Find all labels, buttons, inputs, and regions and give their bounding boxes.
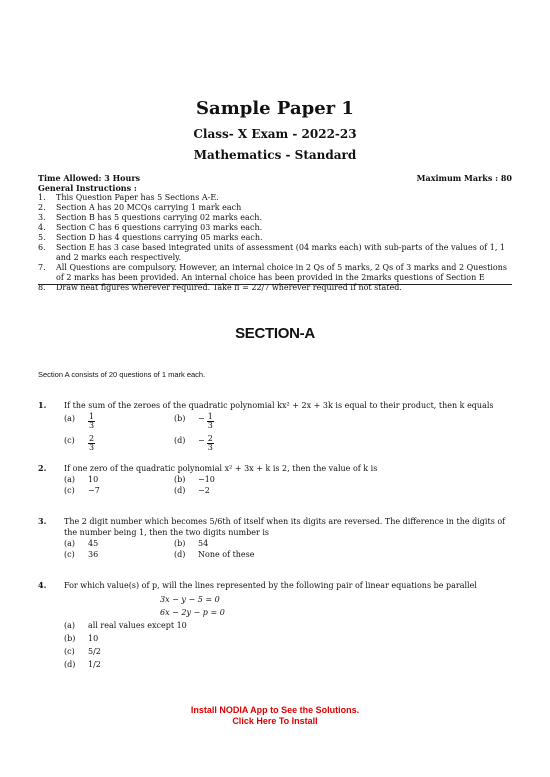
option-value: $\frac{2}{3}$ [207, 434, 213, 452]
option-label: (b) [174, 414, 186, 423]
option-value: 10 [88, 634, 99, 643]
instruction-number: 6. [38, 243, 46, 252]
option-value: None of these [198, 550, 255, 559]
instruction-item [38, 223, 512, 233]
equation-1: 3x − y − 5 = 0 [160, 595, 220, 604]
option-value: 45 [88, 539, 99, 548]
instruction-text: This Question Paper has 5 Sections A-E. [56, 193, 219, 202]
option-value: 5/2 [88, 647, 101, 656]
subject-line: Mathematics - Standard [193, 148, 357, 162]
option-value: 54 [198, 539, 209, 548]
option-label: (a) [64, 414, 76, 423]
question-number: 3. [38, 516, 47, 526]
option-value: $\frac{1}{3}$ [207, 412, 213, 430]
instruction-text: Section A has 20 MCQs carrying 1 mark each [56, 203, 242, 212]
instruction-text: Section E has 3 case based integrated units of assessment (04 marks each) with sub-parts of the values of 1, 1 and 2 marks each respectively. [56, 243, 506, 262]
instruction-item [38, 263, 512, 283]
question-2: 2. If one zero of the quadratic polynomial x² + 3x + k is 2, then the value of k is (a) 10 (b) −10 (c) −7 (d) −2 [38, 463, 514, 496]
question-number: 1. [38, 400, 47, 410]
instruction-item [38, 213, 512, 223]
section-title: SECTION-A [235, 325, 315, 342]
footer-line-1[interactable]: Install NODIA App to See the Solutions. [190, 705, 360, 715]
divider [38, 284, 512, 285]
instruction-number: 8. [38, 283, 46, 292]
instruction-item [38, 233, 512, 243]
instruction-text: Draw neat figures wherever required. Take π = 22/7 wherever required if not stated. [56, 283, 402, 292]
general-instructions-heading: General Instructions : [38, 183, 137, 193]
instructions-block [38, 173, 512, 293]
option-value: $\frac{2}{3}$ [89, 434, 95, 452]
equation-2: 6x − 2y − p = 0 [160, 608, 225, 617]
option-value: 36 [88, 550, 99, 559]
instruction-item [38, 243, 512, 263]
question-1: 1. If the sum of the zeroes of the quadratic polynomial kx² + 2x + 3k is equal to their product, then k equals (a) $\frac{1}{3}$ (b) − $\frac{1}{3}$ (c) $\frac{2}{3}$ (d) − $\frac{2}{3}$ [38, 400, 514, 457]
question-number: 4. [38, 580, 47, 590]
option-value: $\frac{1}{3}$ [89, 412, 95, 430]
instruction-item [38, 193, 512, 203]
option-label: (d) [174, 436, 186, 445]
instruction-text: All Questions are compulsory. However, an internal choice in 2 Qs of 5 marks, 2 Qs of 3 marks and 2 Questions of 2 marks has been provided. An internal choice has been provided in the 2marks questions of Section E [56, 263, 508, 282]
option-value: all real values except 10 [88, 621, 187, 630]
maximum-marks: Maximum Marks : 80 [416, 173, 512, 183]
option-value: −2 [198, 486, 210, 495]
instruction-text: Section C has 6 questions carrying 03 marks each. [56, 223, 263, 232]
time-allowed: Time Allowed: 3 Hours [38, 173, 141, 183]
paper-title: Sample Paper 1 [196, 98, 354, 119]
question-3: 3. The 2 digit number which becomes 5/6th of itself when its digits are reversed. The difference in the digits of the number being 1, then the two digits number is (a) 45 (b) 54 (c) 36 (d) None of these [38, 516, 514, 560]
question-text: For which value(s) of p, will the lines represented by the following pair of linear equations be parallel [64, 581, 477, 590]
instruction-number: 1. [38, 193, 46, 202]
instruction-item [38, 203, 512, 213]
option-value: 10 [88, 475, 99, 484]
instruction-text: Section D has 4 questions carrying 05 marks each. [56, 233, 263, 242]
instruction-number: 5. [38, 233, 46, 242]
question-number: 2. [38, 463, 47, 473]
instruction-number: 7. [38, 263, 46, 272]
instructions-list [38, 193, 512, 293]
footer-line-2[interactable]: Click Here To Install [232, 716, 318, 726]
instruction-number: 3. [38, 213, 46, 222]
option-label: (c) [64, 436, 75, 445]
question-text: If the sum of the zeroes of the quadratic polynomial kx² + 2x + 3k is equal to their product, then k equals [64, 401, 494, 410]
option-value: 1/2 [88, 660, 101, 669]
question-text: The 2 digit number which becomes 5/6th of itself when its digits are reversed. The difference in the digits of the number being 1, then the two digits number is [64, 517, 506, 537]
section-note: Section A consists of 20 questions of 1 mark each. [38, 370, 206, 379]
instruction-number: 2. [38, 203, 46, 212]
instruction-number: 4. [38, 223, 46, 232]
option-value: −10 [198, 475, 215, 484]
question-text: If one zero of the quadratic polynomial x² + 3x + k is 2, then the value of k is [64, 464, 378, 473]
install-app-link[interactable] [0, 705, 550, 727]
class-line: Class- X Exam - 2022-23 [193, 127, 357, 141]
time-marks-row [38, 173, 512, 183]
instruction-text: Section B has 5 questions carrying 02 marks each. [56, 213, 262, 222]
option-value: −7 [88, 486, 100, 495]
question-4: 4. For which value(s) of p, will the lines represented by the following pair of linear equations be parallel 3x − y − 5 = 0 6x − 2y − p = 0 (a) all real values except 10 (b) 10 (c) 5/2 (d) 1/2 [38, 580, 514, 671]
